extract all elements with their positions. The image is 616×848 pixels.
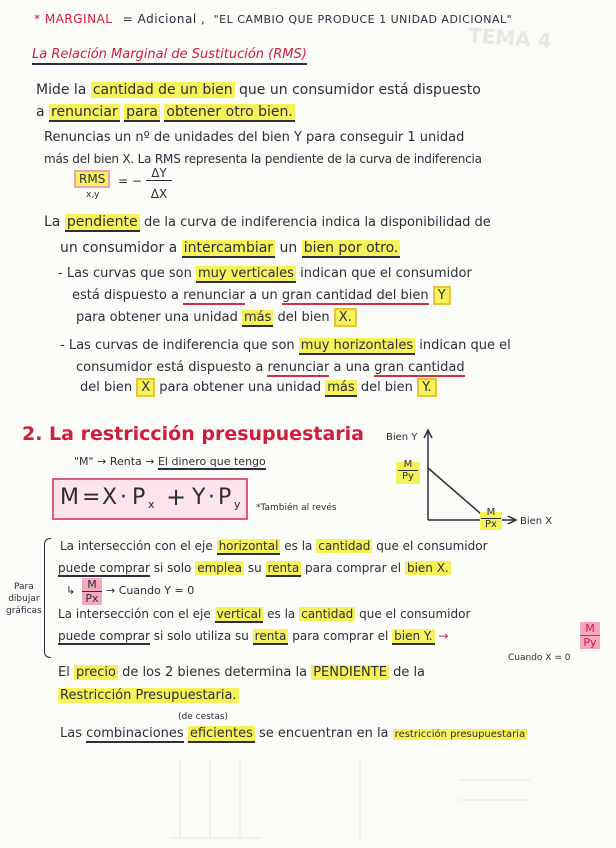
budget-equation: M = X · P x + Y · P y <box>52 478 248 520</box>
rms-definition-line2: a renunciar para obtener otro bien. <box>36 104 293 120</box>
header-equals: = Adicional , <box>122 12 206 26</box>
vertical-intercept-formula: M Py <box>580 622 600 649</box>
slope-line2: un consumidor a intercambiar un bien por otro. <box>60 240 399 256</box>
header-marginal: MARGINAL <box>44 12 113 26</box>
graph-xlabel: Bien X <box>520 516 553 527</box>
notebook-page: TEMA 4 * MARGINAL = Adicional , "EL CAMBIO QUE PRODUCE 1 UNIDAD ADICIONAL" La Relación Marginal de Sustitución (RMS) Mide la cantidad de un bien que un consumidor está dispuesto a renunciar para obtener otro bien. Renuncias un nº de unidades del bien Y para conseguir 1 unidad más del bien X. La RMS representa la pendiente de la curva de indiferencia RMS x,y = − ΔY ΔX La pendiente de la curva de indiferencia indica la disponibilidad de un consumidor a intercambiar un bien por otro. - Las curvas que son muy verticales indican que el consumidor está dispuesto a renunciar a un gran cantidad del bien Y para obtener una unidad más del bien X. - Las curvas de indiferencia que son muy horizontales indican que el consumidor está dispuesto a renunciar a una gran cantidad del bien X para obtener una unidad más del bien Y. 2. La restricción presupuestaria "M" → Renta → El dinero que tengo M = X · P x + Y · P y *También al revés Bien Y Bien X M Py M Px Para dibujar gráficas La intersección con el eje horizontal es la cantidad que el consumidor puede comprar si solo emplea su renta para comprar el bien X. ↳ M Px → Cuando Y = 0 La intersección con el eje vertical es la cantidad que el consumidor puede comprar si solo utiliza su renta para comprar el bien Y. → M Py Cuando X = 0 El precio de los 2 bienes determina la PENDIENTE de la Restricción Presupuestaria. (de cestas) Las combinaciones eficientes se encuentran en la restricción presupuestaria <box>0 0 616 848</box>
price-line1: El precio de los 2 bienes determina la PENDIENTE de la <box>58 665 426 680</box>
vertical-intercept-note: Cuando X = 0 <box>508 653 571 663</box>
bullet-horizontal-line3: del bien X para obtener una unidad más del bien Y. <box>80 380 437 395</box>
graph-ylabel: Bien Y <box>386 432 418 443</box>
bleed-through-text: TEMA 4 <box>467 23 553 53</box>
side-bracket <box>44 538 51 658</box>
star-icon: * <box>34 12 41 26</box>
bullet-vertical-line1: - Las curvas que son muy verticales indican que el consumidor <box>58 266 472 281</box>
reverse-note: *También al revés <box>256 503 337 513</box>
slope-line1: La pendiente de la curva de indiferencia indica la disponibilidad de <box>44 214 491 230</box>
horizontal-intercept-line2: puede comprar si solo emplea su renta para comprar el bien X. <box>58 561 449 575</box>
side-note: Para dibujar gráficas <box>6 582 42 616</box>
budget-line <box>428 468 488 520</box>
baskets-note: (de cestas) <box>178 712 229 722</box>
bleed-through-table <box>60 760 580 840</box>
bullet-vertical-line2: está dispuesto a renunciar a un gran cantidad del bien Y <box>72 288 451 303</box>
bullet-horizontal-line1: - Las curvas de indiferencia que son muy horizontales indican que el <box>60 338 511 353</box>
vertical-intercept-line1: La intersección con el eje vertical es la cantidad que el consumidor <box>58 607 471 621</box>
header-line <box>34 12 512 26</box>
horizontal-intercept-line1: La intersección con el eje horizontal es la cantidad que el consumidor <box>60 539 488 553</box>
rms-explanation-line1: Renuncias un nº de unidades del bien Y para conseguir 1 unidad <box>44 130 465 145</box>
x-intercept-label: M Px <box>481 507 501 530</box>
bullet-vertical-line3: para obtener una unidad más del bien X. <box>76 310 357 325</box>
rms-explanation-line2: más del bien X. La RMS representa la pendiente de la curva de indiferencia <box>44 152 482 166</box>
rms-definition-line1: Mide la cantidad de un bien que un consumidor está dispuesto <box>36 82 481 98</box>
m-note: "M" → Renta → El dinero que tengo <box>74 455 266 468</box>
bullet-horizontal-line2: consumidor está dispuesto a renunciar a una gran cantidad <box>76 360 465 375</box>
section2-title: 2. La restricción presupuestaria <box>22 423 364 445</box>
price-line2: Restricción Presupuestaria. <box>60 688 237 703</box>
y-intercept-label: M Py <box>398 459 418 482</box>
efficient-line: Las combinaciones eficientes se encuentran en la restricción presupuestaria <box>60 726 526 741</box>
vertical-intercept-line2: puede comprar si solo utiliza su renta para comprar el bien Y. → <box>58 629 449 643</box>
section1-title: La Relación Marginal de Sustitución (RMS) <box>32 47 307 65</box>
header-quote: "EL CAMBIO QUE PRODUCE 1 UNIDAD ADICIONAL" <box>213 13 513 26</box>
